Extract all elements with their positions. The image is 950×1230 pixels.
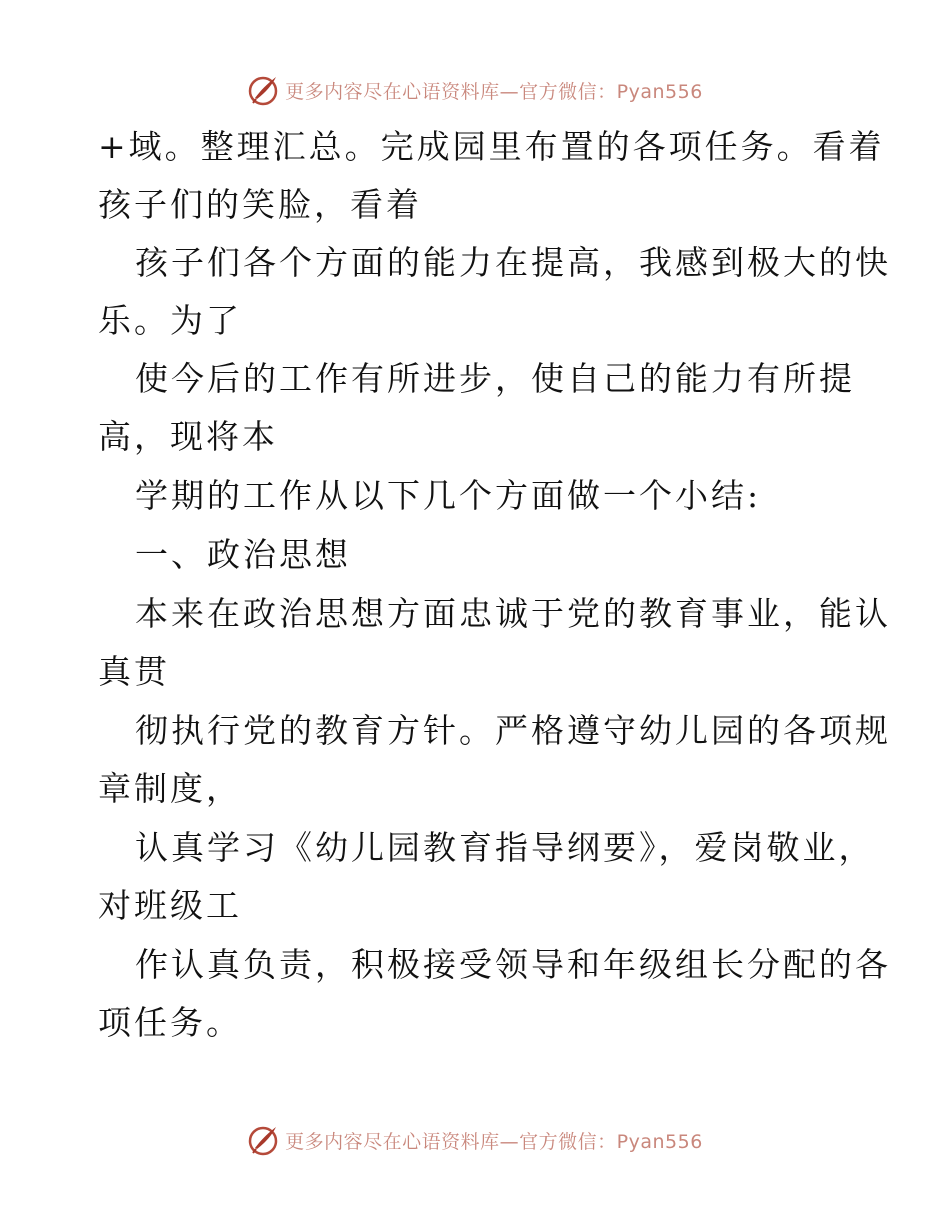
text-line: +域。整理汇总。完成园里布置的各项任务。看着 — [98, 127, 885, 166]
header-banner-text: 更多内容尽在心语资料库—官方微信：Pyan556 — [285, 80, 703, 103]
text-line: 认真学习《幼儿园教育指导纲要》，爱岗敬业， — [135, 828, 875, 867]
text-line: 章制度， — [98, 769, 242, 808]
text-line: 作认真负责，积极接受领导和年级组长分配的各 — [135, 945, 891, 984]
footer-banner — [0, 1120, 950, 1160]
text-line: 彻执行党的教育方针。严格遵守幼儿园的各项规 — [135, 711, 891, 750]
quill-pen-logo-icon — [247, 1124, 279, 1156]
text-line: 项任务。 — [98, 1003, 242, 1042]
section-heading: 一、政治思想 — [135, 535, 351, 574]
text-line: 孩子们的笑脸，看着 — [98, 185, 422, 224]
text-line: 孩子们各个方面的能力在提高，我感到极大的快 — [135, 243, 891, 282]
text-line: 乐。为了 — [98, 301, 242, 340]
footer-banner-text: 更多内容尽在心语资料库—官方微信：Pyan556 — [285, 1130, 703, 1153]
text-line: 使今后的工作有所进步，使自己的能力有所提 — [135, 359, 855, 398]
text-line: 真贯 — [98, 652, 170, 691]
text-line: 对班级工 — [98, 886, 242, 925]
text-line: 本来在政治思想方面忠诚于党的教育事业，能认 — [135, 594, 891, 633]
text-line: 高，现将本 — [98, 417, 278, 456]
text-line: 学期的工作从以下几个方面做一个小结: — [135, 476, 762, 515]
